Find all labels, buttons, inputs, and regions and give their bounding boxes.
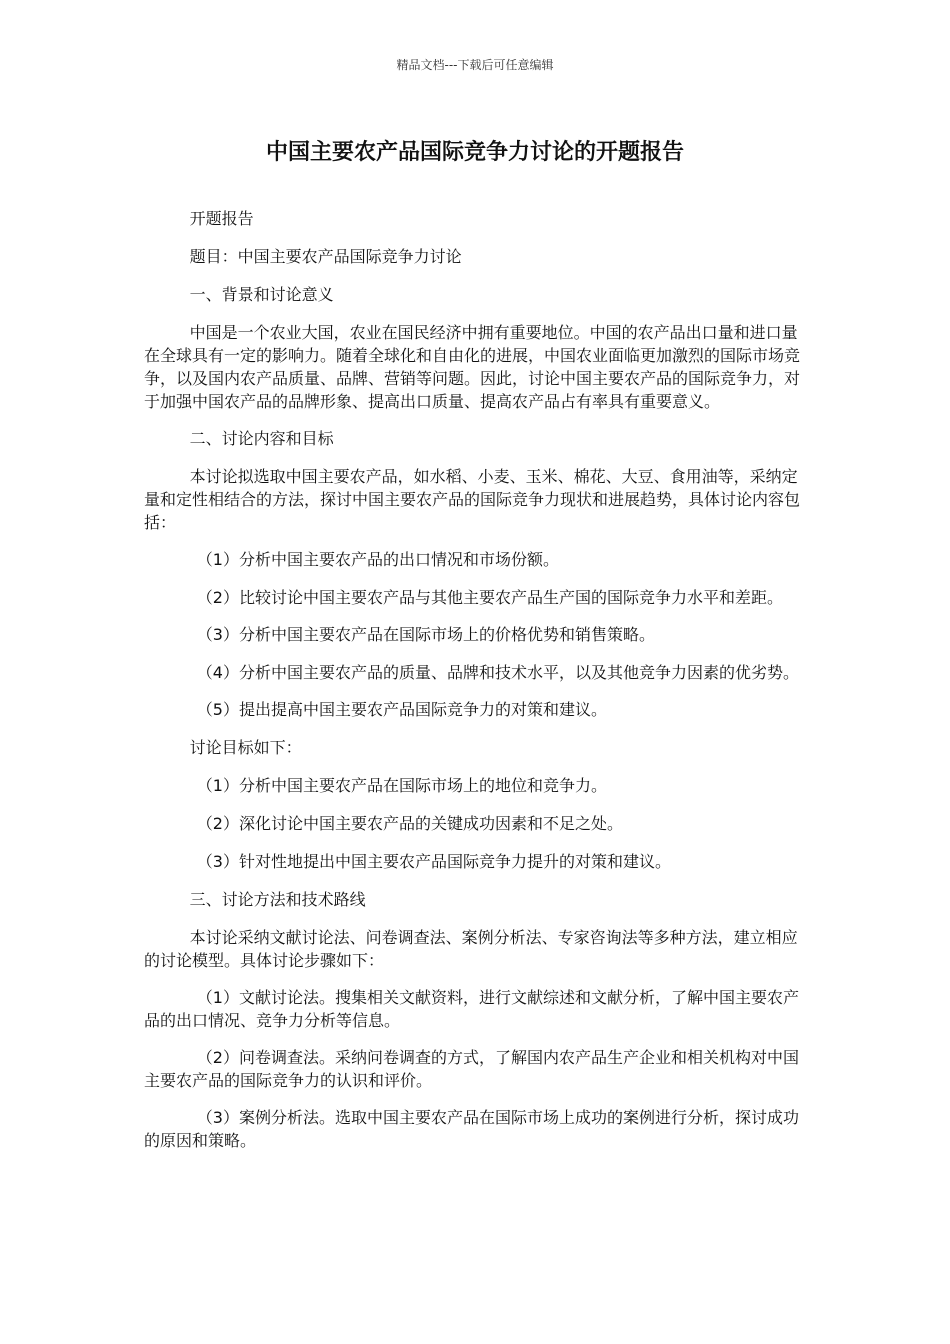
paragraph-content-intro: 本讨论拟选取中国主要农产品，如水稻、小麦、玉米、棉花、大豆、食用油等，采纳定量和定性相结合的方法，探讨中国主要农产品的国际竞争力现状和进展趋势，具体讨论内容包括： [144, 467, 801, 532]
list-item-content-5: （5）提出提高中国主要农产品国际竞争力的对策和建议。 [196, 700, 607, 719]
document-body [144, 207, 806, 1166]
section-heading-methods: 三、讨论方法和技术路线 [189, 890, 366, 909]
section-heading-background: 一、背景和讨论意义 [189, 285, 334, 304]
paragraph-heading-report: 开题报告 [189, 209, 254, 228]
list-item-goal-2: （2）深化讨论中国主要农产品的关键成功因素和不足之处。 [196, 814, 623, 833]
list-item-goal-3: （3）针对性地提出中国主要农产品国际竞争力提升的对策和建议。 [196, 852, 671, 871]
list-item-content-4: （4）分析中国主要农产品的质量、品牌和技术水平，以及其他竞争力因素的优劣势。 [196, 663, 799, 682]
paragraph-goals-intro: 讨论目标如下： [189, 738, 302, 757]
paragraph-methods-intro: 本讨论采纳文献讨论法、问卷调查法、案例分析法、专家咨询法等多种方法，建立相应的讨论模型。具体讨论步骤如下： [144, 928, 798, 970]
list-item-content-3: （3）分析中国主要农产品在国际市场上的价格优势和销售策略。 [196, 625, 655, 644]
list-item-goal-1: （1）分析中国主要农产品在国际市场上的地位和竞争力。 [196, 776, 607, 795]
document-title: 中国主要农产品国际竞争力讨论的开题报告 [265, 140, 684, 165]
header-note: 精品文档---下载后可任意编辑 [396, 58, 554, 72]
list-item-method-3: （3）案例分析法。选取中国主要农产品在国际市场上成功的案例进行分析，探讨成功的原因和策略。 [144, 1108, 799, 1150]
list-item-content-2: （2）比较讨论中国主要农产品与其他主要农产品生产国的国际竞争力水平和差距。 [196, 588, 783, 607]
section-heading-content: 二、讨论内容和目标 [189, 429, 334, 448]
paragraph-topic: 题目：中国主要农产品国际竞争力讨论 [189, 247, 462, 266]
list-item-method-1: （1）文献讨论法。搜集相关文献资料，进行文献综述和文献分析，了解中国主要农产品的出口情况、竞争力分析等信息。 [144, 988, 799, 1030]
paragraph-background: 中国是一个农业大国，农业在国民经济中拥有重要地位。中国的农产品出口量和进口量在全球具有一定的影响力。随着全球化和自由化的进展，中国农业面临更加激烈的国际市场竞争，以及国内农产品质量、品牌、营销等问题。因此，讨论中国主要农产品的国际竞争力，对于加强中国农产品的品牌形象、提高出口质量、提高农产品占有率具有重要意义。 [144, 323, 801, 411]
list-item-content-1: （1）分析中国主要农产品的出口情况和市场份额。 [196, 550, 559, 569]
list-item-method-2: （2）问卷调查法。采纳问卷调查的方式，了解国内农产品生产企业和相关机构对中国主要农产品的国际竞争力的认识和评价。 [144, 1048, 799, 1090]
